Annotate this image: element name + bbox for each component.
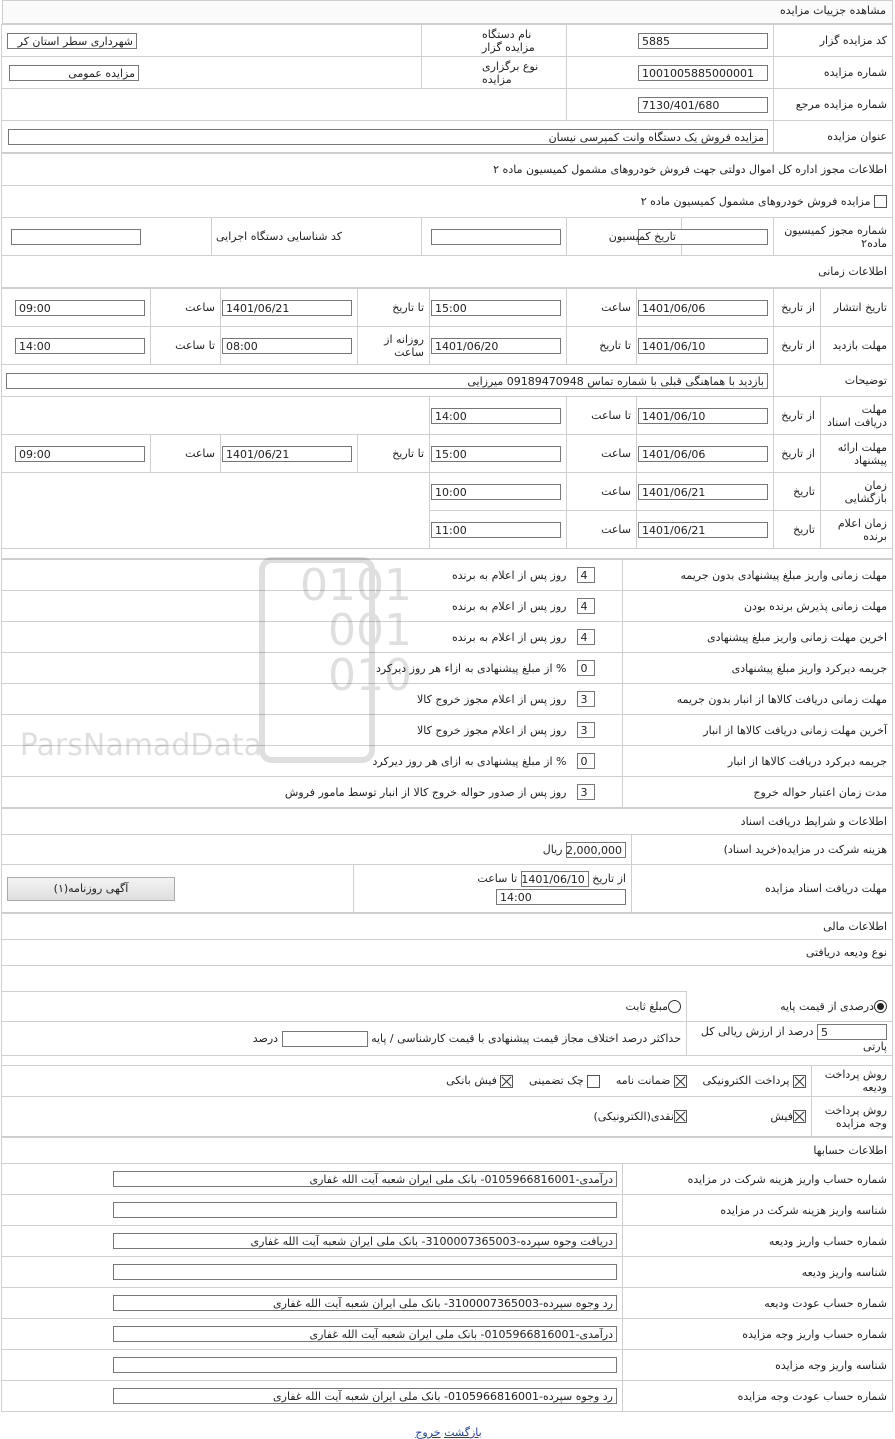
deadline-unit: روز پس از صدور حواله خروج کالا از انبار توسط مامور فروش xyxy=(284,785,567,799)
deadlines-table xyxy=(1,559,893,808)
offer-from-field: 1401/06/06 xyxy=(638,446,768,462)
docs-deadline-label: مهلت دریافت اسناد xyxy=(821,397,893,435)
deadline-unit: روز پس از اعلام به برنده xyxy=(451,599,567,613)
account-label: شماره حساب واریز ودیعه xyxy=(623,1226,893,1257)
pay-slip-checkbox[interactable] xyxy=(500,1075,513,1088)
visit-to-label: تا تاریخ xyxy=(567,327,637,365)
deadline-label: مهلت زمانی واریز مبلغ پیشنهادی بدون جریمه xyxy=(623,560,893,591)
deadline-label: جریمه دیرکرد دریافت کالاها از انبار xyxy=(623,746,893,777)
permit-date-label: تاریخ کمیسیون xyxy=(567,218,682,256)
pay-guarantee-checkbox[interactable] xyxy=(674,1075,687,1088)
number-field: 1001005885000001 xyxy=(638,65,768,81)
back-link[interactable]: بازگشت xyxy=(444,1426,482,1439)
visit-from-label: از تاریخ xyxy=(774,327,821,365)
deadline-label: مهلت زمانی پذیرش برنده بودن xyxy=(623,591,893,622)
account-value xyxy=(113,1202,617,1218)
exec-id-label: کد شناسایی دستگاه اجرایی xyxy=(212,218,422,256)
deposit-type-label: نوع ودیعه دریافتی xyxy=(1,940,892,966)
offer-to-label: تا تاریخ xyxy=(358,435,430,473)
max-diff-label: حداکثر درصد اختلاف مجاز قیمت پیشنهادی با قیمت کارشناسی / پایه xyxy=(371,1031,681,1045)
max-diff-unit: درصد xyxy=(252,1031,279,1045)
svg-text:001: 001 xyxy=(328,605,412,656)
deadline-value: 0 xyxy=(577,753,595,769)
receive-to-time-field: 14:00 xyxy=(496,889,626,905)
publish-to-label: تا تاریخ xyxy=(358,289,430,327)
publish-label: تاریخ انتشار xyxy=(821,289,893,327)
account-label: شماره حساب واریز وجه مزایده xyxy=(623,1319,893,1350)
offer-label: مهلت ارائه پیشنهاد xyxy=(821,435,893,473)
account-value: رد وجوه سپرده-0105966816001- بانک ملی ایران شعبه آیت الله غفاری xyxy=(113,1388,617,1404)
deadline-value: 3 xyxy=(577,691,595,707)
pay-guarantee-label: ضمانت نامه xyxy=(615,1074,671,1088)
code-field: 5885 xyxy=(638,33,768,49)
visit-daily-label: روزانه از ساعت xyxy=(358,327,430,365)
notes-field: بازدید با هماهنگی قبلی با شماره تماس 09189470948 میرزایی xyxy=(6,373,768,389)
offer-to-time-field: 09:00 xyxy=(15,446,145,462)
receive-to-time-label: تا ساعت xyxy=(477,872,518,885)
finance-section-title: اطلاعات مالی xyxy=(1,914,892,940)
notes-label: توضیحات xyxy=(774,365,893,397)
fee-unit: ریال xyxy=(542,842,563,856)
fixed-radio-label: مبلغ ثابت xyxy=(625,999,668,1013)
footer-links xyxy=(2,1426,895,1439)
fee-field: 2,000,000 xyxy=(566,842,626,858)
winner-date-field: 1401/06/21 xyxy=(638,522,768,538)
pay-slip-label: فیش بانکی xyxy=(446,1074,497,1088)
permit-table xyxy=(1,153,893,288)
amount-slip-checkbox[interactable] xyxy=(793,1110,806,1123)
offer-to-field: 1401/06/21 xyxy=(222,446,352,462)
exit-link[interactable]: خروج xyxy=(415,1426,441,1439)
percent-value-field: 5 xyxy=(817,1024,887,1040)
visit-label: مهلت بازدید xyxy=(821,327,893,365)
amount-cash-label: نقدی(الکترونیکی) xyxy=(593,1109,674,1123)
commission-checkbox[interactable] xyxy=(874,195,887,208)
visit-daily-to-field: 14:00 xyxy=(15,338,145,354)
account-label: شناسه واریز ودیعه xyxy=(623,1257,893,1288)
publish-time-label: ساعت xyxy=(567,289,637,327)
receive-from-label: از تاریخ xyxy=(592,872,626,885)
docs-from-field: 1401/06/10 xyxy=(638,408,768,424)
pay-electronic-checkbox[interactable] xyxy=(793,1075,806,1088)
svg-text:010: 010 xyxy=(328,650,412,701)
offer-from-time-field: 15:00 xyxy=(431,446,561,462)
open-date-field: 1401/06/21 xyxy=(638,484,768,500)
receive-from-field: 1401/06/10 xyxy=(521,871,589,887)
deadline-value: 4 xyxy=(577,629,595,645)
permit-date-field xyxy=(431,229,561,245)
exec-id-field xyxy=(11,229,141,245)
docs-to-time-field: 14:00 xyxy=(431,408,561,424)
page-title: مشاهده جزییات مزایده xyxy=(2,0,893,24)
permit-no-label: شماره مجوز کمیسیون ماده۲ xyxy=(774,218,893,256)
type-field: مزایده عمومی xyxy=(9,65,139,81)
open-date-label: تاریخ xyxy=(774,473,821,511)
deadline-label: جریمه دیرکرد واریز مبلغ پیشنهادی xyxy=(623,653,893,684)
type-label: نوع برگزاری مزایده xyxy=(422,57,567,89)
permit-text: اطلاعات مجوز اداره کل اموال دولتی جهت فروش خودروهای مشمول کمیسیون ماده ۲ xyxy=(1,154,892,186)
visit-from-field: 1401/06/10 xyxy=(638,338,768,354)
winner-label: زمان اعلام برنده xyxy=(821,511,893,549)
ref-label: شماره مزایده مرجع xyxy=(774,89,893,121)
publish-from-time-field: 15:00 xyxy=(431,300,561,316)
fixed-radio[interactable] xyxy=(668,1000,681,1013)
publish-from-label: از تاریخ xyxy=(774,289,821,327)
account-label: شماره حساب عودت ودیعه xyxy=(623,1288,893,1319)
percent-text: درصد از ارزش ریالی کل پارتی xyxy=(700,1025,887,1053)
deadline-value: 0 xyxy=(577,660,595,676)
svg-text:0101: 0101 xyxy=(300,560,412,611)
visit-daily-from-field: 08:00 xyxy=(222,338,352,354)
deadline-unit: روز پس از اعلام به برنده xyxy=(451,630,567,644)
max-diff-field xyxy=(282,1031,368,1047)
timing-section-title: اطلاعات زمانی xyxy=(1,256,892,288)
docs-table xyxy=(1,808,893,913)
docs-to-time-label: تا ساعت xyxy=(567,397,637,435)
fee-label: هزینه شرکت در مزایده(خرید اسناد) xyxy=(632,835,893,865)
pay-electronic-label: پرداخت الکترونیکی xyxy=(702,1074,790,1088)
deadline-unit: روز پس از اعلام مجوز خروج کالا xyxy=(417,723,567,737)
docs-section-title: اطلاعات و شرایط دریافت اسناد xyxy=(1,809,892,835)
account-value: رد وجوه سپرده-3100007365003- بانک ملی ایران شعبه آیت الله غفاری xyxy=(113,1295,617,1311)
winner-date-label: تاریخ xyxy=(774,511,821,549)
account-label: شناسه واریز وجه مزایده xyxy=(623,1350,893,1381)
account-value: دریافت وجوه سپرده-3100007365003- بانک ملی ایران شعبه آیت الله غفاری xyxy=(113,1233,617,1249)
open-time-label: ساعت xyxy=(567,473,637,511)
winner-time-field: 11:00 xyxy=(431,522,561,538)
code-label: کد مزایده گزار xyxy=(774,25,893,57)
pay-cheque-label: چک تضمینی xyxy=(528,1074,584,1088)
deadline-value: 3 xyxy=(577,784,595,800)
pay-cheque-checkbox[interactable] xyxy=(587,1075,600,1088)
ref-field: 7130/401/680 xyxy=(638,97,768,113)
account-label: شناسه واریز هزینه شرکت در مزایده xyxy=(623,1195,893,1226)
publish-to-time-label: ساعت xyxy=(151,289,221,327)
deadline-label: مهلت زمانی دریافت کالاها از انبار بدون جریمه xyxy=(623,684,893,715)
account-label: شماره حساب واریز هزینه شرکت در مزایده xyxy=(623,1164,893,1195)
percent-radio-label: درصدی از قیمت پایه xyxy=(780,999,874,1013)
org-label: نام دستگاه مزایده گزار xyxy=(422,25,567,57)
account-value xyxy=(113,1357,617,1373)
timing-table xyxy=(1,288,893,559)
account-value: درآمدی-0105966816001- بانک ملی ایران شعبه آیت الله غفاری xyxy=(113,1326,617,1342)
publish-to-time-field: 09:00 xyxy=(15,300,145,316)
account-label: شماره حساب عودت وجه مزایده xyxy=(623,1381,893,1412)
percent-radio[interactable] xyxy=(874,1000,887,1013)
pay-method-label: روش پرداخت ودیعه xyxy=(812,1066,893,1097)
deadline-value: 4 xyxy=(577,567,595,583)
svg-text:ParsNamadData: ParsNamadData xyxy=(19,728,262,763)
docs-from-label: از تاریخ xyxy=(774,397,821,435)
amount-slip-label: فیش xyxy=(770,1109,793,1123)
commission-checkbox-label: مزایده فروش خودروهای مشمول کمیسیون ماده ۲ xyxy=(640,194,871,208)
open-label: زمان بازگشایی xyxy=(821,473,893,511)
accounts-table xyxy=(1,1137,893,1412)
winner-time-label: ساعت xyxy=(567,511,637,549)
open-time-field: 10:00 xyxy=(431,484,561,500)
newspaper-ad-button[interactable]: آگهی روزنامه(۱) xyxy=(7,877,175,901)
amount-method-label: روش پرداخت وجه مزایده xyxy=(812,1097,893,1137)
amount-cash-checkbox[interactable] xyxy=(674,1110,687,1123)
org-field: شهرداری سطر استان کر xyxy=(7,33,137,49)
offer-time-label: ساعت xyxy=(567,435,637,473)
general-info-table xyxy=(1,24,893,153)
publish-from-field: 1401/06/06 xyxy=(638,300,768,316)
offer-to-time-label: ساعت xyxy=(151,435,221,473)
deadline-label: مدت زمان اعتبار حواله خروج xyxy=(623,777,893,808)
offer-from-label: از تاریخ xyxy=(774,435,821,473)
title-label: عنوان مزایده xyxy=(774,121,893,153)
title-field: مزایده فروش یک دستگاه وانت کمپرسی نیسان xyxy=(8,129,768,145)
deadline-label: آخرین مهلت زمانی دریافت کالاها از انبار xyxy=(623,715,893,746)
accounts-section-title: اطلاعات حسابها xyxy=(2,1138,893,1164)
finance-table xyxy=(1,913,893,1137)
deadline-value: 3 xyxy=(577,722,595,738)
deadline-unit: % از مبلغ پیشنهادی به ازای هر روز دیرکرد xyxy=(372,754,567,768)
number-label: شماره مزایده xyxy=(774,57,893,89)
deadline-unit: روز پس از اعلام مجوز خروج کالا xyxy=(417,692,567,706)
deadline-value: 4 xyxy=(577,598,595,614)
account-value xyxy=(113,1264,617,1280)
publish-to-field: 1401/06/21 xyxy=(222,300,352,316)
deadline-unit: روز پس از اعلام به برنده xyxy=(451,568,567,582)
deadline-label: اخرین مهلت زمانی واریز مبلغ پیشنهادی xyxy=(623,622,893,653)
account-value: درآمدی-0105966816001- بانک ملی ایران شعبه آیت الله غفاری xyxy=(113,1171,617,1187)
receive-label: مهلت دریافت اسناد مزایده xyxy=(632,865,893,913)
visit-to-time-label: تا ساعت xyxy=(151,327,221,365)
deadline-unit: % از مبلغ پیشنهادی به ازاء هر روز دیرکرد xyxy=(375,661,567,675)
visit-to-field: 1401/06/20 xyxy=(431,338,561,354)
